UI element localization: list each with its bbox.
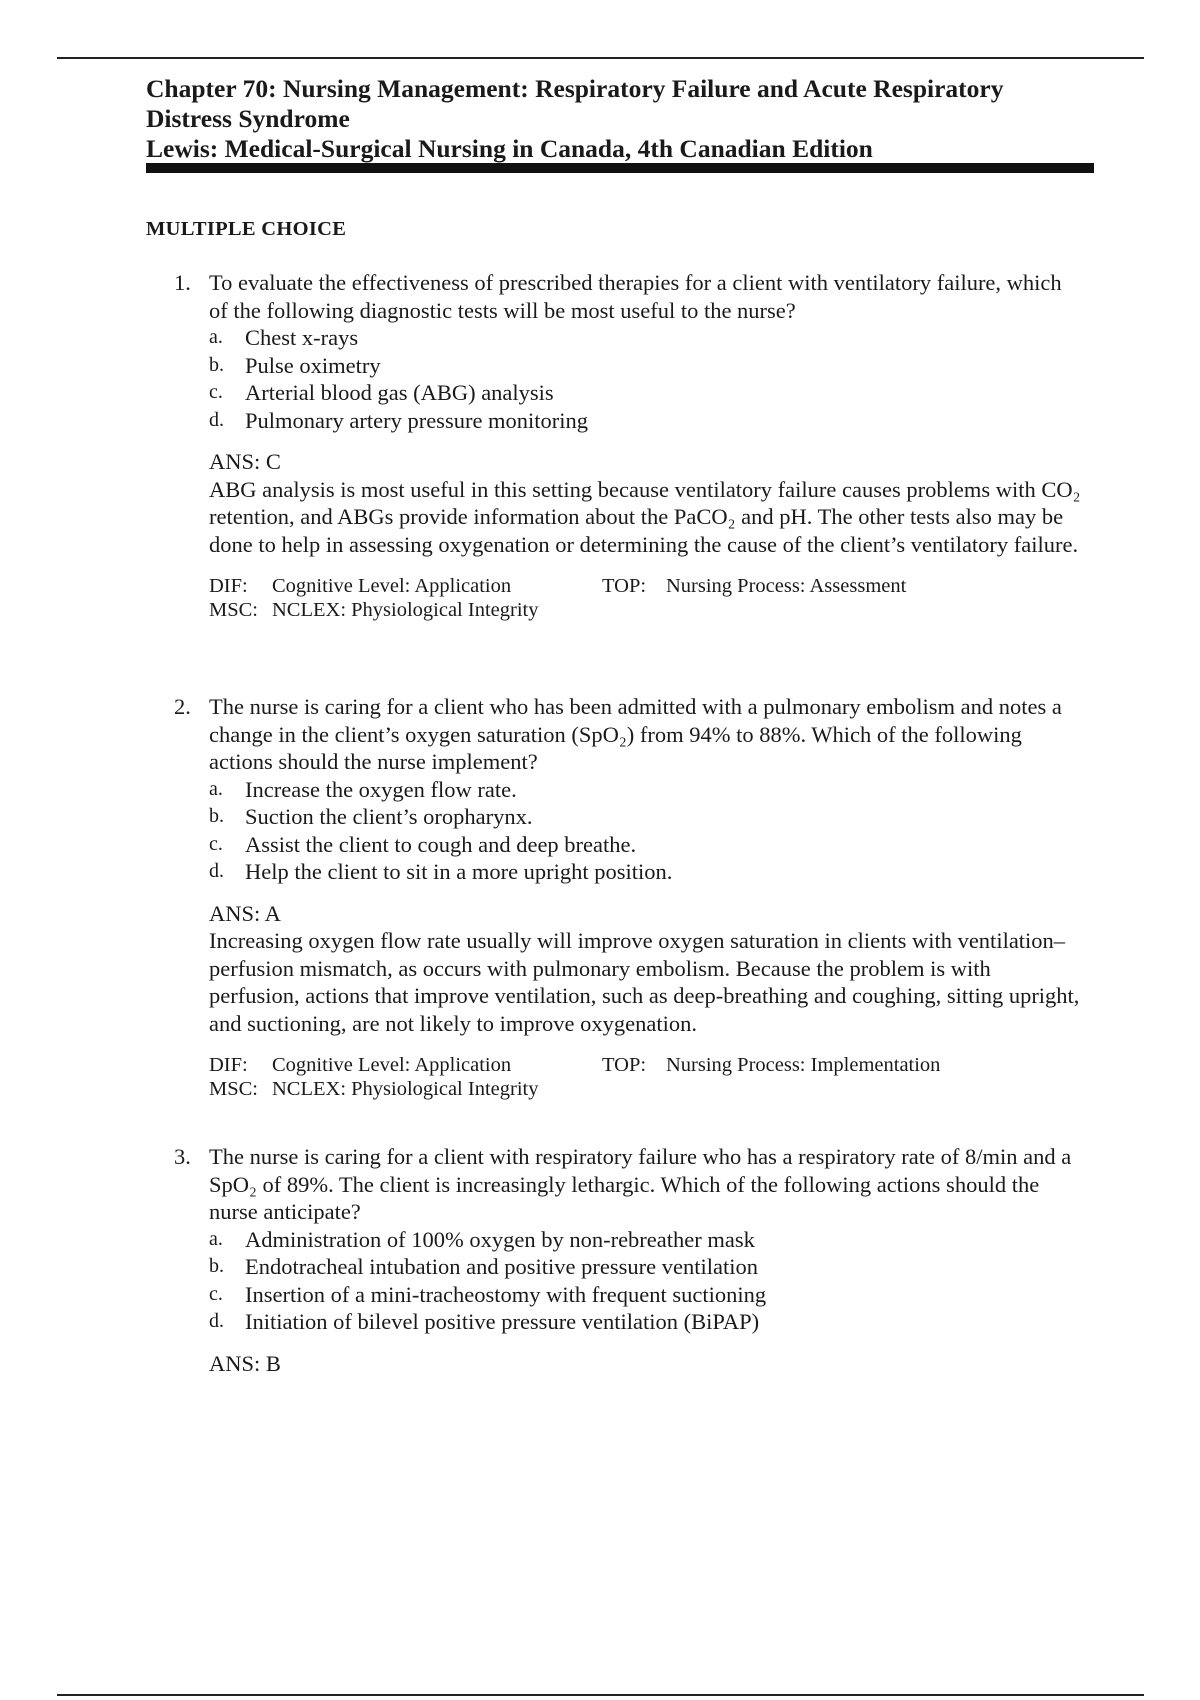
question-number: 2. <box>174 694 191 719</box>
question-stem: To evaluate the effectiveness of prescribed therapies for a client with ventilatory failure, which of the following diagnostic tests will be most useful to the nurse? <box>209 270 1062 323</box>
question-number: 1. <box>174 270 191 295</box>
book-title: Lewis: Medical-Surgical Nursing in Canada, 4th Canadian Edition <box>146 134 873 163</box>
dif-label: DIF: <box>209 1054 248 1076</box>
option-a <box>209 1226 1086 1254</box>
question-3 <box>146 1143 1086 1377</box>
option-text: Administration of 100% oxygen by non-rebreather mask <box>245 1226 755 1252</box>
chapter-title-line-2: Distress Syndrome <box>146 104 350 133</box>
topic: Nursing Process: Implementation <box>666 1054 941 1076</box>
option-text: Arterial blood gas (ABG) analysis <box>245 380 554 405</box>
question-metadata <box>209 574 1086 622</box>
option-letter: a. <box>209 777 223 800</box>
section-heading: MULTIPLE CHOICE <box>146 218 347 240</box>
option-letter: c. <box>209 832 223 855</box>
option-letter: a. <box>209 326 223 348</box>
question-2 <box>146 693 1086 1101</box>
msc-category: NCLEX: Physiological Integrity <box>272 1078 539 1100</box>
option-text: Help the client to sit in a more upright position. <box>245 859 673 884</box>
option-d <box>209 1308 1086 1336</box>
header-rule <box>146 163 1094 173</box>
answer-key: ANS: A <box>209 900 281 926</box>
option-letter: c. <box>209 381 223 403</box>
topic: Nursing Process: Assessment <box>666 575 907 597</box>
answer-key: ANS: B <box>209 1350 281 1376</box>
option-text: Chest x-rays <box>245 325 359 350</box>
option-a <box>209 776 1086 804</box>
msc-label: MSC: <box>209 599 258 621</box>
option-letter: b. <box>209 805 224 827</box>
option-text: Pulmonary artery pressure monitoring <box>245 407 589 433</box>
option-text: Suction the client’s oropharynx. <box>245 804 533 829</box>
option-c <box>209 831 1086 859</box>
chapter-title-line-1: Chapter 70: Nursing Management: Respiratory Failure and Acute Respiratory <box>146 74 1004 103</box>
option-b <box>209 352 1086 380</box>
option-text: Pulse oximetry <box>245 352 381 378</box>
option-letter: b. <box>209 1255 224 1277</box>
option-a <box>209 324 1086 352</box>
option-text: Assist the client to cough and deep breathe. <box>245 831 637 857</box>
option-b <box>209 1253 1086 1281</box>
option-letter: c. <box>209 1282 223 1305</box>
question-stem: The nurse is caring for a client who has been admitted with a pulmonary embolism and notes a change in the client’s oxygen saturation (SpO₂) from 94% to 88%. Which of the following actions should the nurse implement? <box>209 694 1062 774</box>
option-letter: a. <box>209 1227 223 1250</box>
question-1 <box>146 269 1086 622</box>
option-text: Initiation of bilevel positive pressure ventilation (BiPAP) <box>245 1309 760 1334</box>
option-letter: d. <box>209 860 224 882</box>
option-list <box>209 1226 1086 1336</box>
rationale: Increasing oxygen flow rate usually will improve oxygen saturation in clients with ventilation–perfusion mismatch, as occurs with pulmonary embolism. Because the problem is with perfusion, actions that improve ventilation, such as deep-breathing and coughing, sitting upright, and suctioning, are not likely to improve oxygenation. <box>209 928 1080 1036</box>
option-b <box>209 803 1086 831</box>
question-metadata <box>209 1053 1086 1101</box>
option-letter: d. <box>209 1310 224 1332</box>
answer-key: ANS: C <box>209 449 281 474</box>
option-c <box>209 1281 1086 1309</box>
option-letter: b. <box>209 353 224 376</box>
option-text: Increase the oxygen flow rate. <box>245 776 517 802</box>
option-list <box>209 324 1086 434</box>
option-text: Insertion of a mini-tracheostomy with frequent suctioning <box>245 1281 767 1307</box>
question-number: 3. <box>174 1144 191 1169</box>
option-text: Endotracheal intubation and positive pressure ventilation <box>245 1254 758 1279</box>
bottom-page-rule <box>57 1694 1144 1696</box>
rationale: ABG analysis is most useful in this setting because ventilatory failure causes problems with CO₂ retention, and ABGs provide information about the PaCO₂ and pH. The other tests also may be done to help in assessing oxygenation or determining the cause of the client’s ventilatory failure. <box>209 476 1081 557</box>
option-letter: d. <box>209 408 224 431</box>
option-c <box>209 379 1086 407</box>
msc-label: MSC: <box>209 1078 258 1100</box>
option-d <box>209 407 1086 435</box>
top-label: TOP: <box>602 1054 647 1076</box>
difficulty: Cognitive Level: Application <box>272 575 512 597</box>
top-label: TOP: <box>602 575 647 597</box>
question-stem: The nurse is caring for a client with respiratory failure who has a respiratory rate of 8/min and a SpO₂ of 89%. The client is increasingly lethargic. Which of the following actions should the nurse anticipate? <box>209 1144 1072 1224</box>
top-page-rule <box>57 57 1144 59</box>
chapter-header <box>146 74 1094 164</box>
option-d <box>209 858 1086 886</box>
option-list <box>209 776 1086 886</box>
msc-category: NCLEX: Physiological Integrity <box>272 599 539 621</box>
difficulty: Cognitive Level: Application <box>272 1054 512 1076</box>
dif-label: DIF: <box>209 575 248 597</box>
